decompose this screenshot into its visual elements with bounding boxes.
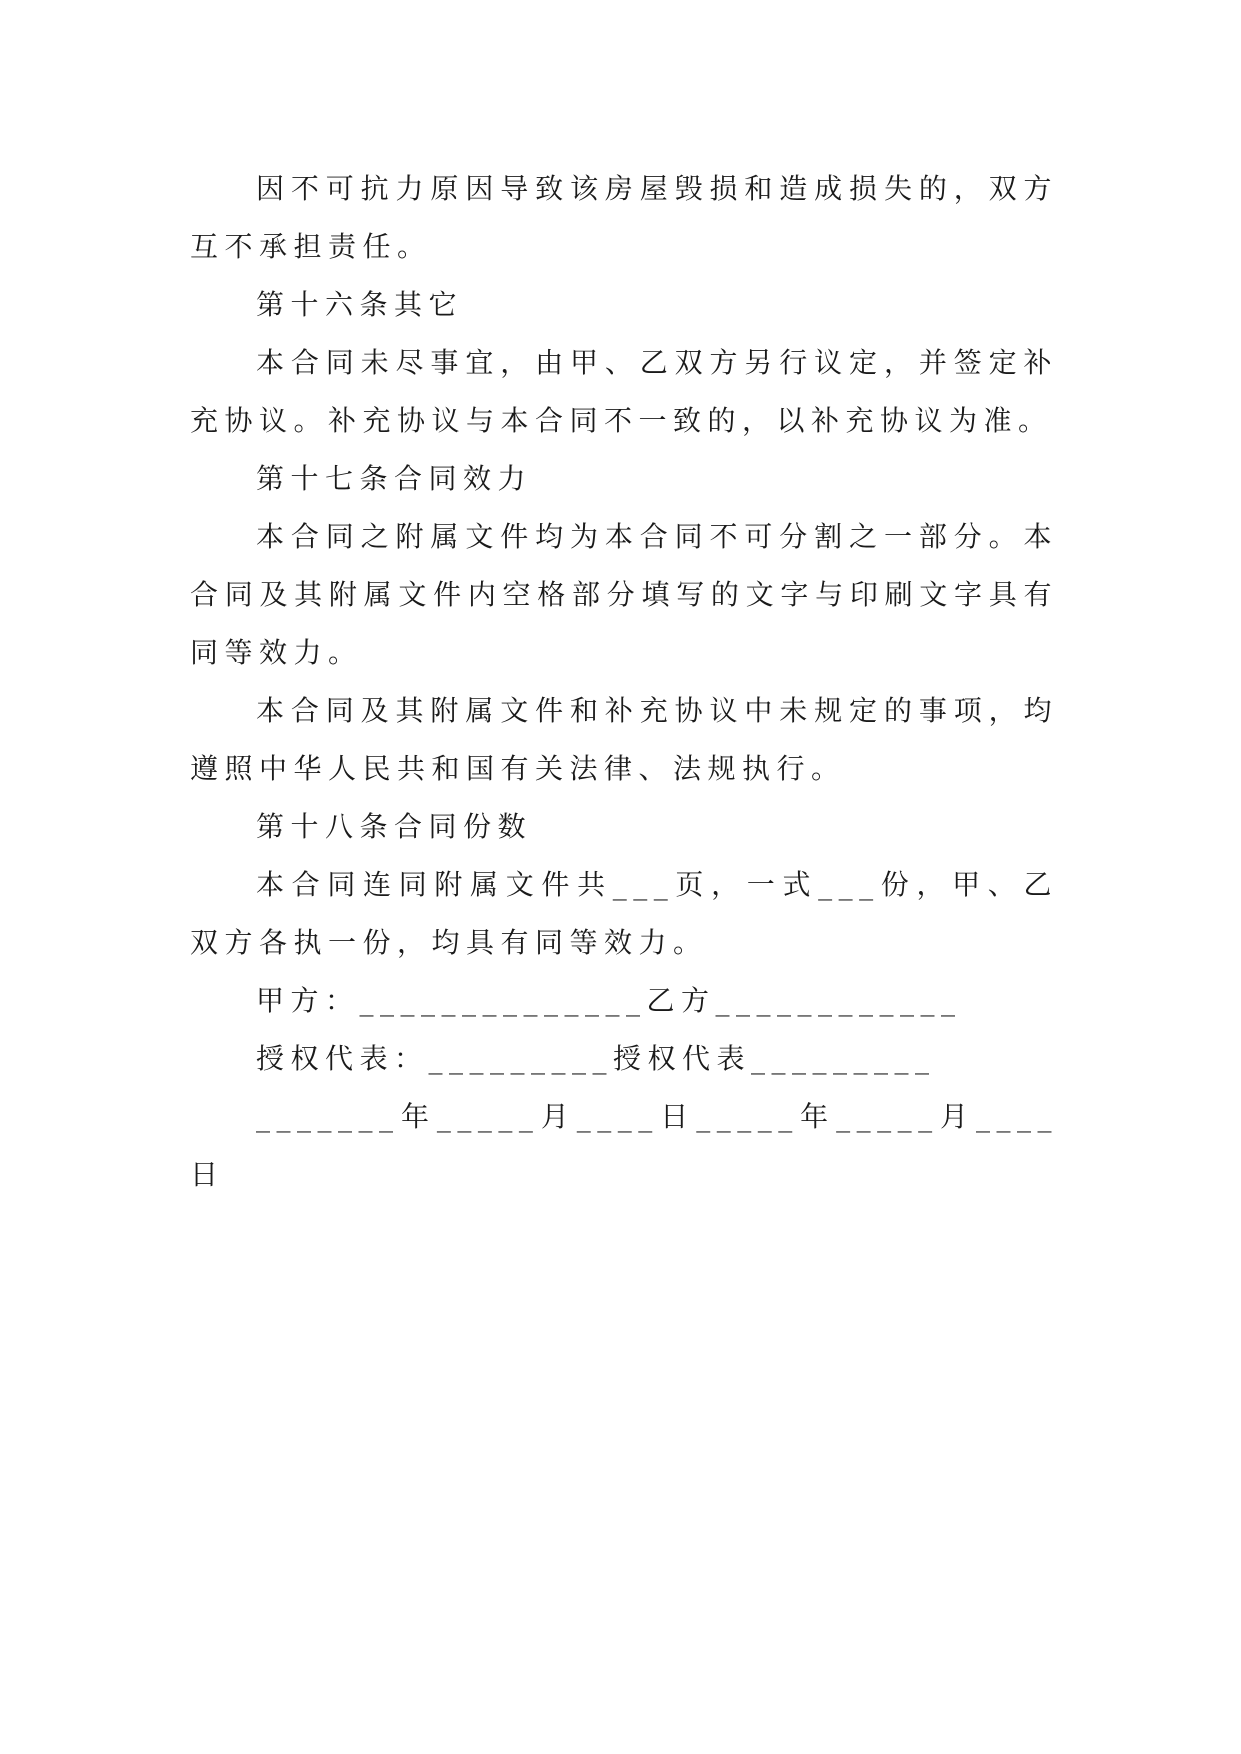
paragraph-copies: 本合同连同附属文件共___页，一式___份，甲、乙双方各执一份，均具有同等效力。 <box>190 868 1058 959</box>
heading-article-18: 第十八条合同份数 <box>256 810 533 843</box>
document-body <box>190 160 1058 1204</box>
signature-parties-line: 甲方：______________乙方____________ <box>256 984 962 1017</box>
heading-article-17: 第十七条合同效力 <box>256 462 533 495</box>
paragraph-supplementary-agreement: 本合同未尽事宜，由甲、乙双方另行议定，并签定补充协议。补充协议与本合同不一致的，以补充协议为准。 <box>190 346 1058 437</box>
paragraph-force-majeure: 因不可抗力原因导致该房屋毁损和造成损失的，双方互不承担责任。 <box>190 172 1058 263</box>
paragraph-applicable-law: 本合同及其附属文件和补充协议中未规定的事项，均遵照中华人民共和国有关法律、法规执行。 <box>190 694 1058 785</box>
heading-article-16: 第十六条其它 <box>256 288 464 321</box>
signature-dates-line: _______年_____月____日_____年_____月____日 <box>190 1100 1058 1191</box>
paragraph-attachments-validity: 本合同之附属文件均为本合同不可分割之一部分。本合同及其附属文件内空格部分填写的文字与印刷文字具有同等效力。 <box>190 520 1058 669</box>
signature-representatives-line: 授权代表：_________授权代表_________ <box>256 1042 936 1075</box>
